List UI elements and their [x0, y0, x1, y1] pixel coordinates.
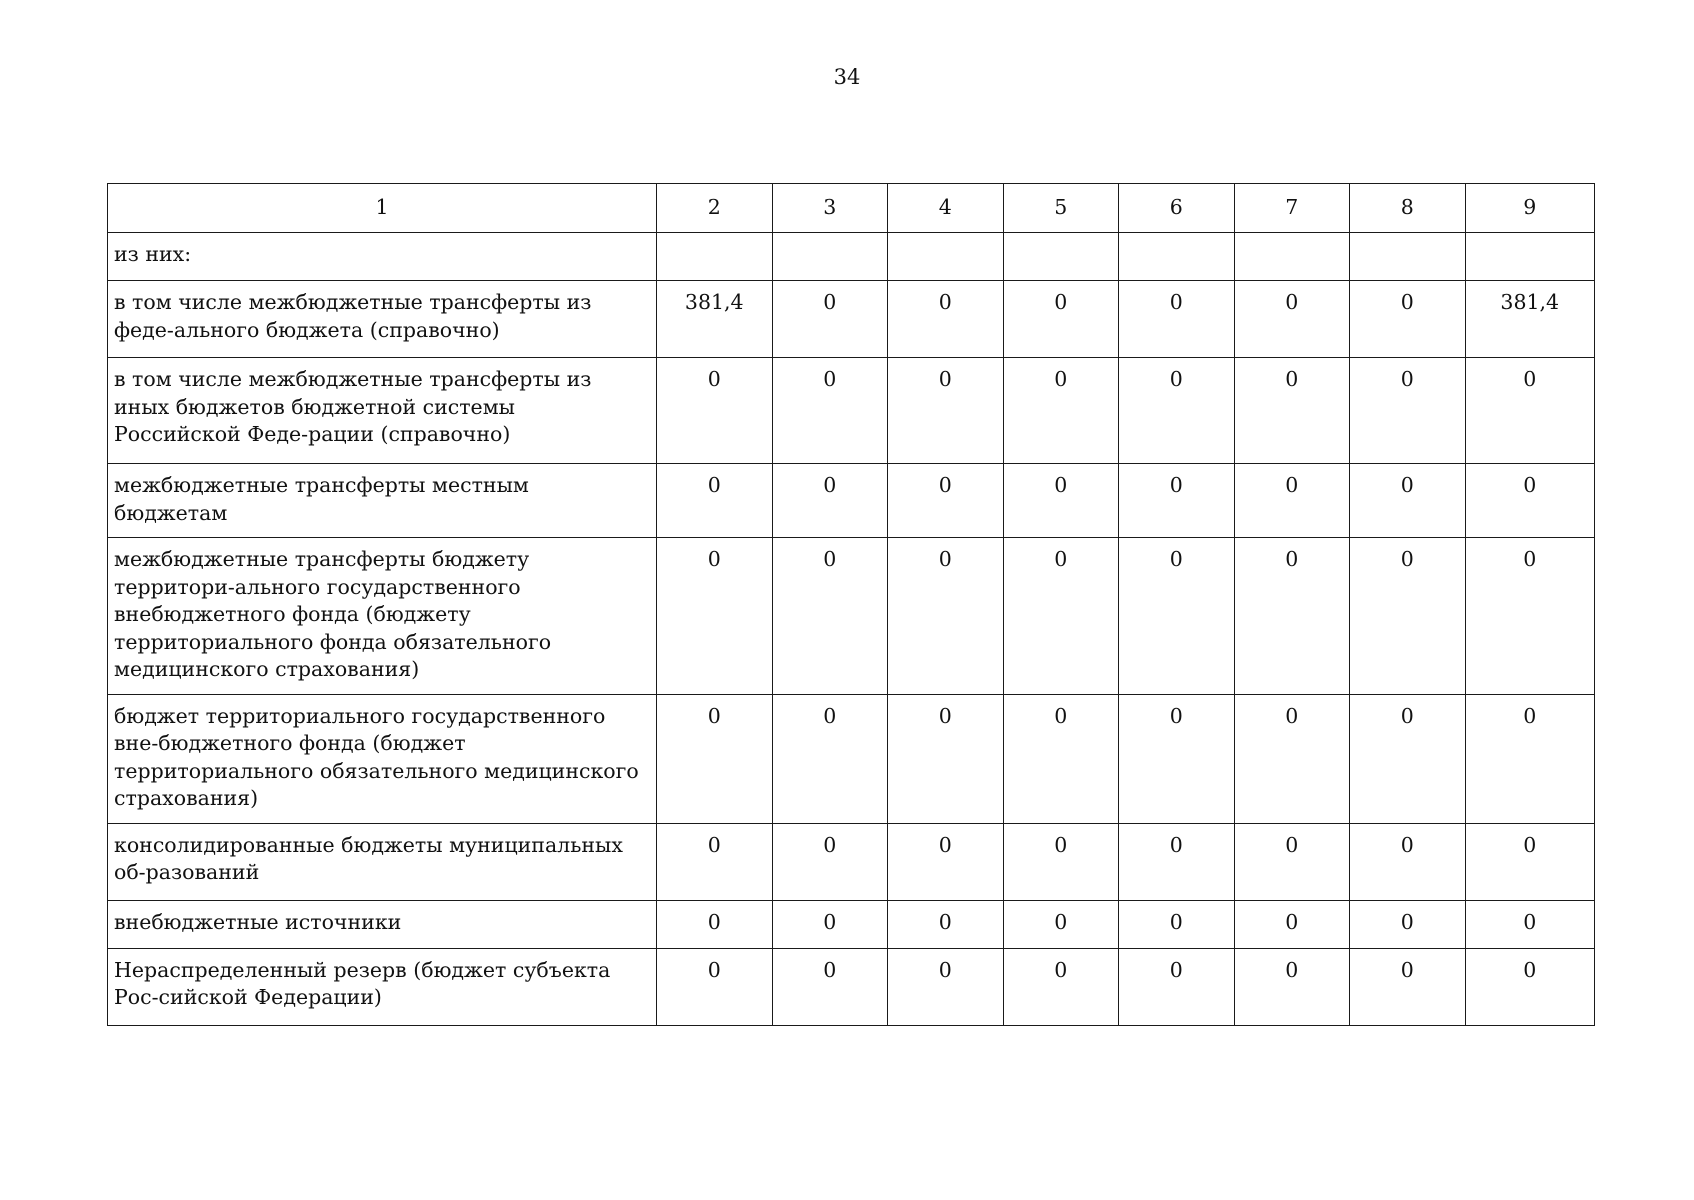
value-cell: 0: [1003, 358, 1119, 464]
value-cell: 0: [772, 358, 888, 464]
value-cell: 0: [772, 538, 888, 695]
row-label: из них:: [108, 233, 657, 281]
value-cell: 0: [772, 464, 888, 538]
value-cell: 0: [657, 358, 773, 464]
value-cell: 0: [1350, 464, 1466, 538]
value-cell: 0: [1003, 694, 1119, 823]
table-row: [108, 281, 1595, 358]
column-number: 4: [888, 184, 1004, 233]
table-row: [108, 948, 1595, 1025]
value-cell: 0: [888, 464, 1004, 538]
column-number: 6: [1119, 184, 1235, 233]
value-cell: 0: [772, 948, 888, 1025]
value-cell: 0: [657, 900, 773, 948]
value-cell: 0: [1119, 948, 1235, 1025]
value-cell: 0: [1350, 823, 1466, 900]
value-cell: 0: [1465, 464, 1595, 538]
value-cell: 0: [1234, 358, 1350, 464]
value-cell: 0: [1234, 538, 1350, 695]
value-cell: [1003, 233, 1119, 281]
column-number: 5: [1003, 184, 1119, 233]
value-cell: 0: [1003, 538, 1119, 695]
value-cell: 0: [888, 358, 1004, 464]
row-label: внебюджетные источники: [108, 900, 657, 948]
value-cell: 0: [1350, 281, 1466, 358]
value-cell: 0: [657, 694, 773, 823]
value-cell: 0: [1119, 281, 1235, 358]
row-label: в том числе межбюджетные трансферты из иных бюджетов бюджетной системы Российской Феде-рации (справочно): [108, 358, 657, 464]
table-row: [108, 538, 1595, 695]
value-cell: 0: [1003, 900, 1119, 948]
table-body: [108, 233, 1595, 1026]
value-cell: 0: [1119, 823, 1235, 900]
value-cell: 0: [1234, 464, 1350, 538]
value-cell: 0: [772, 281, 888, 358]
value-cell: [888, 233, 1004, 281]
value-cell: 0: [1465, 538, 1595, 695]
value-cell: 0: [1350, 538, 1466, 695]
value-cell: 0: [772, 694, 888, 823]
table-row: [108, 823, 1595, 900]
row-label: межбюджетные трансферты местным бюджетам: [108, 464, 657, 538]
value-cell: 0: [1350, 358, 1466, 464]
value-cell: 0: [888, 900, 1004, 948]
value-cell: [1119, 233, 1235, 281]
value-cell: [1465, 233, 1595, 281]
value-cell: 0: [772, 900, 888, 948]
value-cell: 0: [1465, 823, 1595, 900]
row-label: в том числе межбюджетные трансферты из феде-ального бюджета (справочно): [108, 281, 657, 358]
value-cell: 0: [1465, 900, 1595, 948]
table-row: [108, 358, 1595, 464]
table-row: [108, 464, 1595, 538]
value-cell: 0: [1119, 694, 1235, 823]
column-number: 9: [1465, 184, 1595, 233]
value-cell: [1350, 233, 1466, 281]
value-cell: 0: [1465, 694, 1595, 823]
value-cell: 0: [772, 823, 888, 900]
value-cell: 0: [888, 694, 1004, 823]
value-cell: [772, 233, 888, 281]
value-cell: 0: [1119, 900, 1235, 948]
value-cell: 0: [1119, 538, 1235, 695]
value-cell: 0: [888, 948, 1004, 1025]
page-number: 34: [833, 65, 861, 89]
value-cell: 0: [888, 538, 1004, 695]
value-cell: 0: [657, 464, 773, 538]
column-number: 2: [657, 184, 773, 233]
value-cell: 0: [1234, 281, 1350, 358]
column-number: 7: [1234, 184, 1350, 233]
value-cell: 0: [1234, 948, 1350, 1025]
value-cell: 0: [1003, 823, 1119, 900]
table-header-row: [108, 184, 1595, 233]
budget-table: [107, 183, 1595, 1026]
value-cell: 0: [657, 823, 773, 900]
value-cell: 0: [1350, 900, 1466, 948]
value-cell: 0: [1119, 358, 1235, 464]
value-cell: 0: [888, 823, 1004, 900]
value-cell: [1234, 233, 1350, 281]
column-number: 3: [772, 184, 888, 233]
value-cell: 0: [888, 281, 1004, 358]
column-number: 8: [1350, 184, 1466, 233]
value-cell: 381,4: [657, 281, 773, 358]
column-number: 1: [108, 184, 657, 233]
table-row: [108, 233, 1595, 281]
value-cell: 0: [1234, 694, 1350, 823]
value-cell: 0: [1465, 358, 1595, 464]
value-cell: 0: [1003, 948, 1119, 1025]
value-cell: 0: [1003, 281, 1119, 358]
value-cell: 0: [1465, 948, 1595, 1025]
row-label: консолидированные бюджеты муниципальных об-разований: [108, 823, 657, 900]
row-label: Нераспределенный резерв (бюджет субъекта Рос-сийской Федерации): [108, 948, 657, 1025]
value-cell: 0: [1350, 694, 1466, 823]
value-cell: 381,4: [1465, 281, 1595, 358]
row-label: межбюджетные трансферты бюджету территори-ального государственного внебюджетного фонда (бюджету территориального фонда обязательного медицинского страхования): [108, 538, 657, 695]
table-row: [108, 694, 1595, 823]
value-cell: 0: [1003, 464, 1119, 538]
value-cell: 0: [657, 538, 773, 695]
value-cell: 0: [1234, 900, 1350, 948]
table-row: [108, 900, 1595, 948]
row-label: бюджет территориального государственного вне-бюджетного фонда (бюджет территориального обязательного медицинского страхования): [108, 694, 657, 823]
value-cell: 0: [1350, 948, 1466, 1025]
value-cell: 0: [1119, 464, 1235, 538]
value-cell: [657, 233, 773, 281]
value-cell: 0: [1234, 823, 1350, 900]
value-cell: 0: [657, 948, 773, 1025]
